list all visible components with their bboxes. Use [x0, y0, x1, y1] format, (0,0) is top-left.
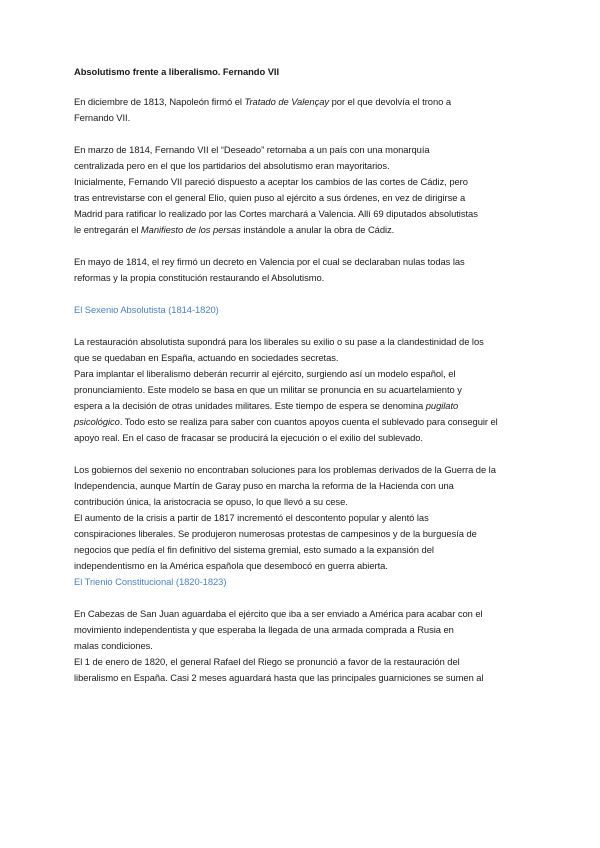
- spacer: [74, 126, 544, 142]
- spacer: [74, 286, 544, 302]
- pugilato-italic: pugilato psicológico: [74, 400, 459, 427]
- decree-paragraph: En mayo de 1814, el rey firmó un decreto en Valencia por el cual se declaraban nulas todas las reformas y la propia constitución restaurando el Absolutismo.: [74, 256, 465, 283]
- trienio-paragraph-1: En Cabezas de San Juan aguardaba el ejército que iba a ser enviado a América para acabar con el movimiento independentista y que esperaba la llegada de una armada comprada a Rusia en malas condiciones.: [74, 608, 483, 651]
- trienio-paragraph-2: El 1 de enero de 1820, el general Rafael del Riego se pronunció a favor de la restauración del liberalismo en España. Casi 2 meses aguardará hasta que las principales guarniciones se sumen al: [74, 656, 484, 683]
- intro-treaty-italic: Tratado de Valençay: [244, 96, 330, 107]
- intro-text-start: En diciembre de 1813, Napoleón firmó el: [74, 96, 245, 107]
- spacer: [74, 238, 544, 254]
- sexenio-paragraph-3: Los gobiernos del sexenio no encontraban soluciones para los problemas derivados de la Guerra de la Independencia, aunque Martín de Garay puso en marcha la reforma de la Hacienda con una contribución única, la aristocracia se opuso, lo que llevó a su cese.: [74, 464, 496, 507]
- manifesto-italic: Manifiesto de los persas: [140, 224, 241, 235]
- cadiz-text-start: Inicialmente, Fernando VII pareció dispuesto a aceptar los cambios de las cortes de Cádiz, pero tras entrevistarse con el general Elio, quien puso al ejército a sus órdenes, en vez de dirigirse a Madrid para ratificar lo realizado por las Cortes marchará a Valencia. Allí 69 diputados absolutistas le entregarán el: [74, 176, 478, 235]
- intro-text-end: por el que devolvía el trono a Fernando VII.: [74, 96, 451, 123]
- intro-paragraph: [74, 94, 544, 126]
- pronunciamiento-text-end: . Todo esto se realiza para saber con cuantos apoyos cuenta el sublevado para conseguir el apoyo real. En el caso de fracasar se producirá la ejecución o el exilio del sublevado.: [74, 416, 498, 443]
- document-page: [74, 64, 544, 686]
- cadiz-paragraph: [74, 174, 544, 238]
- document-title: Absolutismo frente a liberalismo. Fernando VII: [74, 66, 280, 77]
- sexenio-paragraph-4: El aumento de la crisis a partir de 1817 incrementó el descontento popular y alentó las conspiraciones liberales. Se produjeron numerosas protestas de campesinos y de la burguesía de negocios que pedía el fin definitivo del sistema gremial, esto sumado a la expansión del independentismo en la América española que desembocó en guerra abierta.: [74, 512, 477, 571]
- spacer: [74, 446, 544, 462]
- return-paragraph: En marzo de 1814, Fernando VII el “Deseado” retornaba a un país con una monarquía centralizada pero en el que los partidarios del absolutismo eran mayoritarios.: [74, 144, 430, 171]
- sexenio-paragraph-2: [74, 366, 544, 446]
- cadiz-text-end: instándole a anular la obra de Cádiz.: [240, 224, 395, 235]
- spacer: [74, 318, 544, 334]
- spacer: [74, 590, 544, 606]
- pronunciamiento-text-start: Para implantar el liberalismo deberán recurrir al ejército, surgiendo así un modelo español, el pronunciamiento. Este modelo se basa en que un militar se pronuncia en su acuartelamiento y espera a la decisión de otras unidades militares. Este tiempo de espera se denomina: [74, 368, 462, 411]
- sexenio-paragraph-1: La restauración absolutista supondrá para los liberales su exilio o su pase a la clandestinidad de los que se quedaban en España, actuando en sociedades secretas.: [74, 336, 484, 363]
- section-heading-sexenio: El Sexenio Absolutista (1814-1820): [74, 304, 219, 315]
- section-heading-trienio: El Trienio Constitucional (1820-1823): [74, 576, 227, 587]
